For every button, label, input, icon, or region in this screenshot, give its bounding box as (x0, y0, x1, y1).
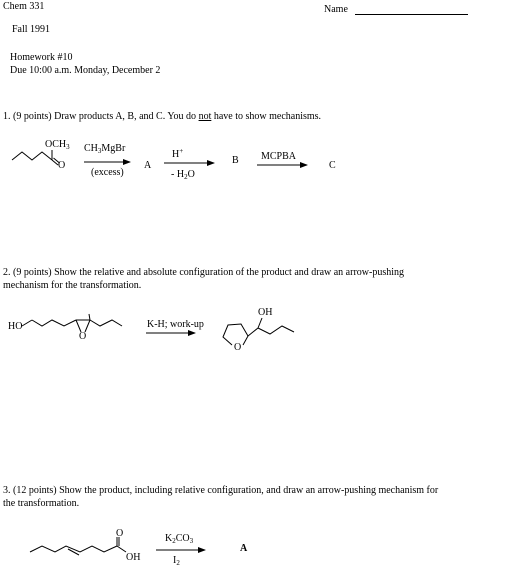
q1-product-a: A (144, 160, 152, 171)
q3-reagent1: $K_2CO_3$ (165, 533, 194, 545)
q1-product-b: B (232, 155, 239, 166)
q1-prompt-emphasis: not (198, 111, 212, 122)
q1-methoxy-label: $OCH_3$ (45, 139, 70, 151)
q2-hydroxyl-label: HO (8, 321, 23, 332)
q1-prompt-prefix: 1. (9 points) Draw products A, B, and C. You do (3, 111, 199, 122)
q2-epoxy-alcohol-structure (22, 314, 122, 332)
q3-carbonyl-o: O (116, 528, 124, 539)
q1-reagent2-conditions: - $H_2O$ (171, 169, 195, 181)
q2-product-oh: OH (258, 307, 273, 318)
name-label: Name (324, 4, 348, 15)
q3-acid-oh: OH (126, 552, 141, 563)
q1-carbonyl-o: O (58, 160, 66, 171)
q3-prompt-line1: 3. (12 points) Show the product, including relative configuration, and draw an arrow-pushing mechanism for (3, 485, 439, 496)
q1-ester-structure (12, 150, 60, 165)
course-title: Chem 331 (3, 1, 45, 12)
q2-epoxide-o: O (79, 331, 87, 342)
q1-product-c: C (329, 160, 336, 171)
q1-reagent3: MCPBA (261, 151, 297, 162)
q3-reagent2: $I_2$ (173, 555, 180, 567)
q1-reagent1: $CH_3MgBr$ (84, 143, 126, 155)
q2-prompt-line2: mechanism for the transformation. (3, 280, 142, 291)
due-date: Due 10:00 a.m. Monday, December 2 (10, 65, 161, 76)
q2-reagent: K-H; work-up (147, 319, 204, 330)
q3-prompt-line2: the transformation. (3, 498, 80, 509)
q1-prompt-suffix: have to show mechanisms. (211, 111, 322, 122)
q3-product-a: A (240, 543, 248, 554)
term: Fall 1991 (12, 24, 51, 35)
q2-prompt-line1: 2. (9 points) Show the relative and absolute configuration of the product and draw an arrow-pushing (3, 267, 405, 278)
q2-ring-o: O (234, 342, 242, 353)
q3-acid-structure (30, 537, 126, 555)
q1-reagent1-conditions: (excess) (91, 167, 124, 178)
q2-thf-product-structure (223, 318, 294, 345)
q1-reagent2: H+ (172, 147, 184, 160)
homework-title: Homework #10 (10, 52, 73, 63)
